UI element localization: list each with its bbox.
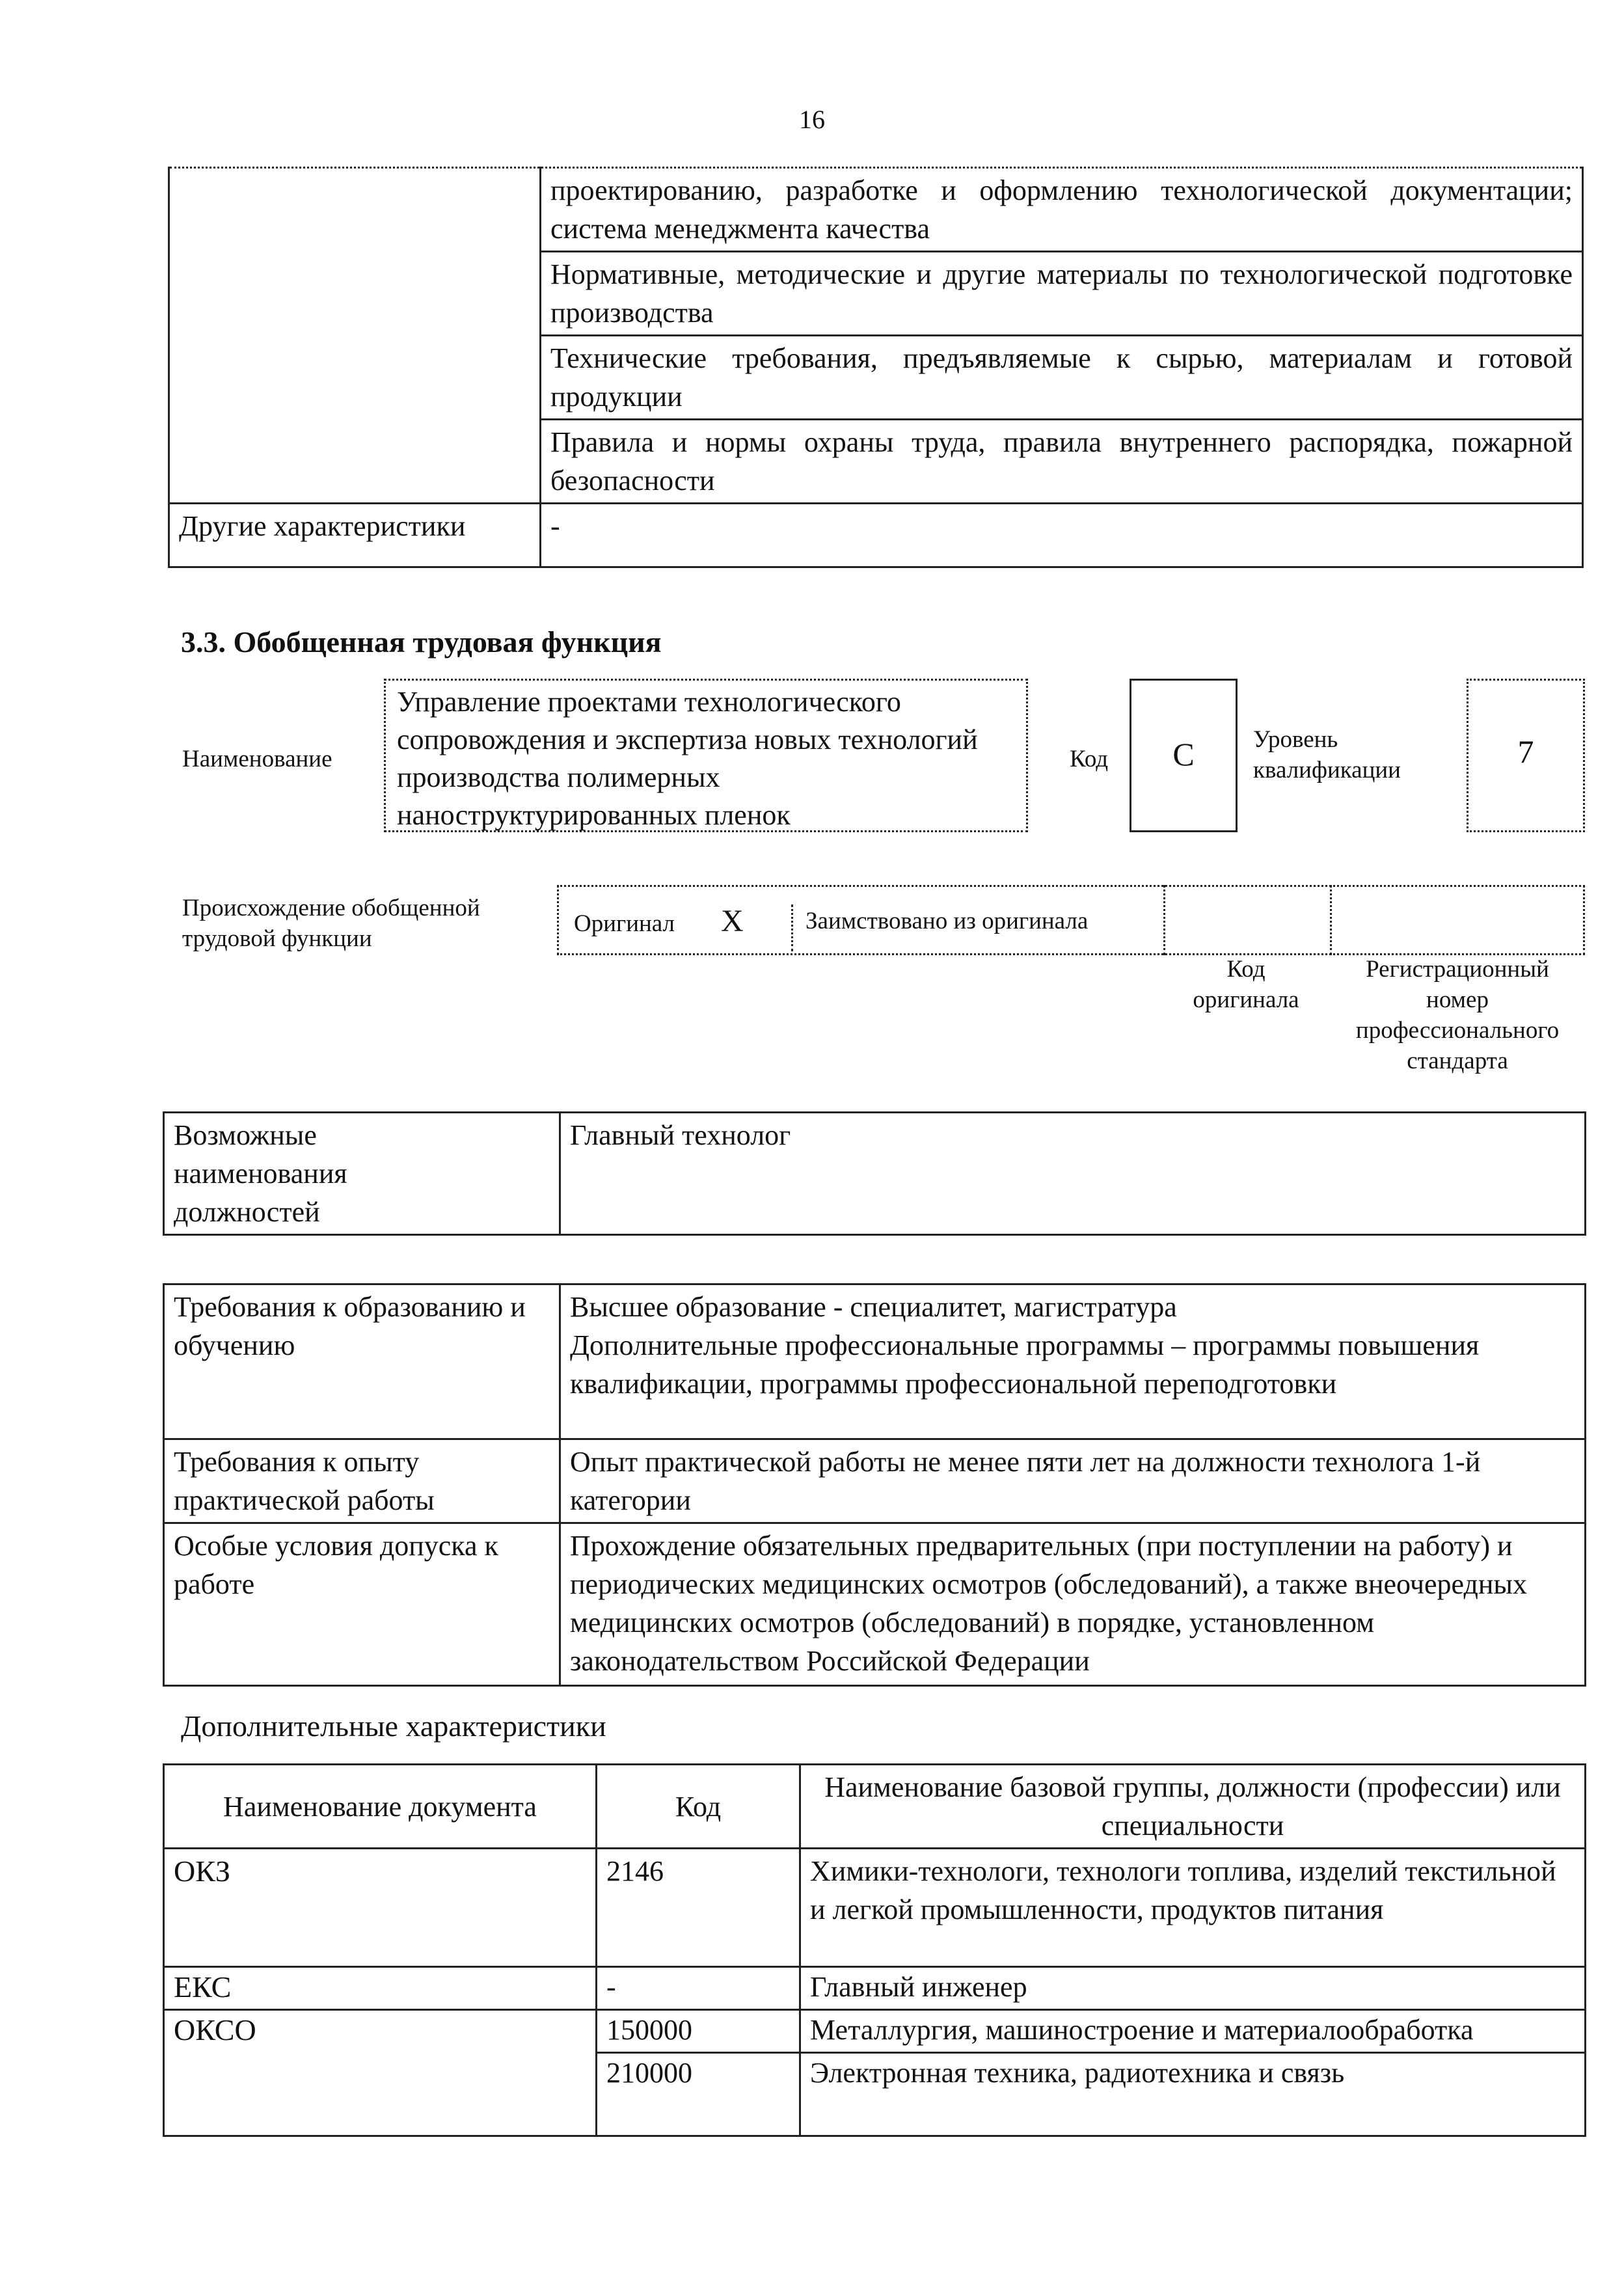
original-label: Оригинал [574, 910, 675, 937]
name-cell: Главный инженер [800, 1967, 1586, 2010]
experience-label: Требования к опыту практической работы [164, 1439, 560, 1523]
original-mark: X [721, 904, 744, 938]
prev-row-3: Технические требования, предъявляемые к сырью, материалам и готовой продукции [541, 336, 1583, 420]
experience-value: Опыт практической работы не менее пяти лет на должности технолога 1-й категории [560, 1439, 1586, 1523]
extra-heading: Дополнительные характеристики [181, 1709, 606, 1743]
prev-row-1: проектированию, разработке и оформлению технологической документации; система менеджмента качества [541, 168, 1583, 252]
extra-header-doc: Наименование документа [164, 1765, 597, 1849]
admission-value: Прохождение обязательных предварительных (при поступлении на работу) и периодических медицинских осмотров (обследований), а также внеочередных медицинских осмотров (обследований) в порядке, установленном законодательством Российской Федерации [560, 1523, 1586, 1686]
prev-row-2: Нормативные, методические и другие материалы по технологической подготовке производства [541, 252, 1583, 336]
prev-table [168, 167, 1584, 568]
origin-label: Происхождение обобщенной трудовой функции [182, 895, 480, 952]
table-row [164, 1849, 1586, 1967]
section-heading: 3.3. Обобщенная трудовая функция [181, 625, 662, 659]
code-original-caption: Код оригинала [1193, 956, 1299, 1013]
level-value: 7 [1517, 733, 1534, 770]
name-value: Управление проектами технологического сопровождения и экспертиза новых технологий производства полимерных наноструктурированных пленок [397, 686, 978, 831]
page-number: 16 [799, 105, 825, 134]
name-cell: Электронная техника, радиотехника и связь [800, 2053, 1586, 2136]
borrowed-label: Заимствовано из оригинала [805, 908, 1089, 934]
name-cell: Металлургия, машиностроение и материалообработка [800, 2010, 1586, 2053]
code-cell: 150000 [597, 2010, 800, 2053]
code-cell: 2146 [597, 1849, 800, 1967]
education-label: Требования к образованию и обучению [164, 1284, 560, 1439]
positions-table [163, 1111, 1586, 1236]
doc-cell: ОКЗ [164, 1849, 597, 1967]
code-label: Код [1070, 746, 1109, 772]
doc-cell: ОКСО [164, 2010, 597, 2136]
requirements-table [163, 1283, 1586, 1687]
name-cell: Химики-технологи, технологи топлива, изделий текстильной и легкой промышленности, продуктов питания [800, 1849, 1586, 1967]
table-row [164, 1967, 1586, 2010]
code-cell: - [597, 1967, 800, 2010]
other-characteristics-label: Другие характеристики [169, 504, 541, 567]
doc-cell: ЕКС [164, 1967, 597, 2010]
positions-label: Возможные наименования должностей [164, 1113, 560, 1235]
level-label: Уровень квалификации [1253, 726, 1401, 783]
prev-left-cell [169, 168, 541, 504]
code-value: C [1172, 736, 1195, 772]
origin-divider-3 [1330, 885, 1332, 955]
extra-header-name: Наименование базовой группы, должности (профессии) или специальности [800, 1765, 1586, 1849]
education-value: Высшее образование - специалитет, магистратура Дополнительные профессиональные программы – программы повышения квалификации, программы профессиональной переподготовки [560, 1284, 1586, 1439]
admission-label: Особые условия допуска к работе [164, 1523, 560, 1686]
name-label: Наименование [182, 746, 332, 772]
table-row [164, 2010, 1586, 2053]
extra-header-code: Код [597, 1765, 800, 1849]
positions-value: Главный технолог [560, 1113, 1586, 1235]
origin-divider-2 [1163, 885, 1165, 955]
code-cell: 210000 [597, 2053, 800, 2136]
other-characteristics-value: - [541, 504, 1583, 567]
extra-table [163, 1763, 1586, 2137]
registration-number-caption: Регистрационный номер профессионального стандарта [1355, 956, 1560, 1074]
prev-row-4: Правила и нормы охраны труда, правила внутреннего распорядка, пожарной безопасности [541, 420, 1583, 504]
origin-divider-1 [791, 904, 793, 951]
